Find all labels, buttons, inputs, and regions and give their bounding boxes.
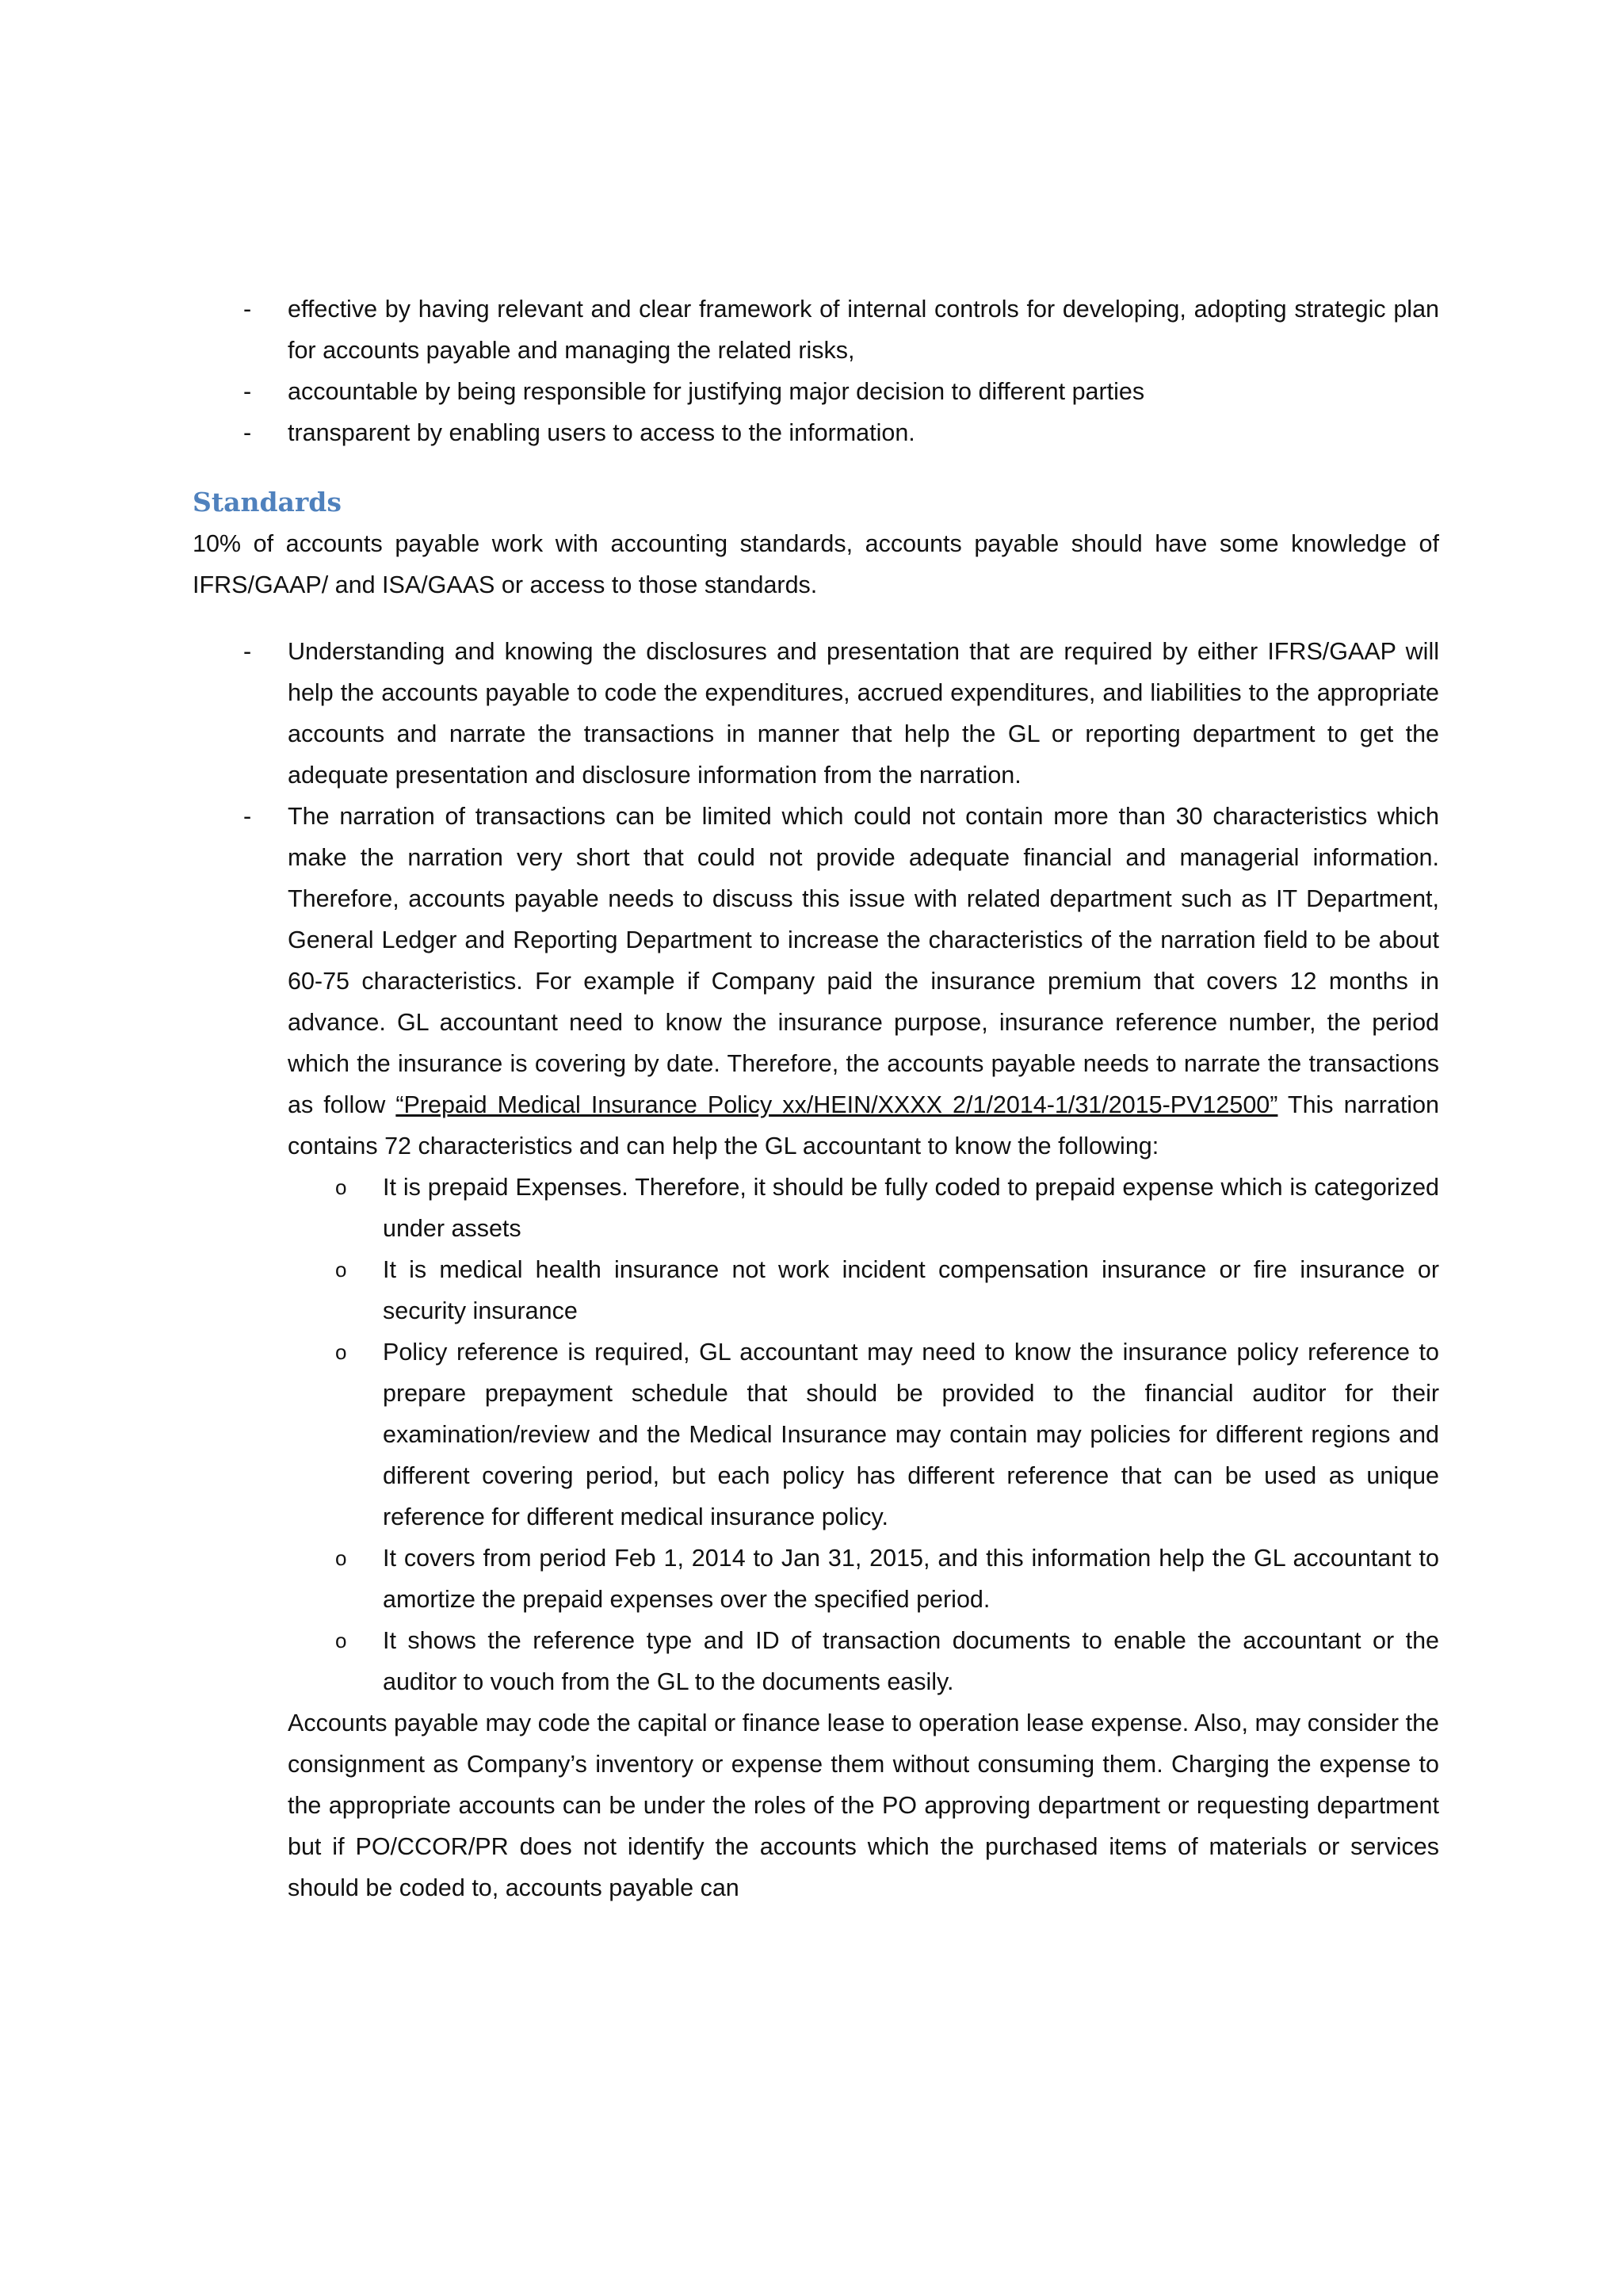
intro-bullet-list — [193, 288, 1439, 453]
sub-item-text: It is medical health insurance not work incident compensation insurance or fire insurance or security insurance — [383, 1256, 1439, 1324]
sub-item-reference — [288, 1620, 1439, 1702]
section-heading-standards: Standards — [193, 487, 342, 518]
circle-marker: o — [335, 1340, 347, 1364]
intro-bullet-accountable — [193, 371, 1439, 412]
circle-marker: o — [335, 1546, 347, 1570]
sub-item-text: Policy reference is required, GL accountant may need to know the insurance policy reference to prepare prepayment schedule that should be provided to the financial auditor for their examination/review and the Medical Insurance may contain may policies for different regions and different covering period, but each policy has different reference that can be used as unique reference for different medical insurance policy. — [383, 1339, 1439, 1530]
sub-item-text: It covers from period Feb 1, 2014 to Jan 31, 2015, and this information help the GL accountant to amortize the prepaid expenses over the specified period. — [383, 1545, 1439, 1613]
closing-paragraph: Accounts payable may code the capital or finance lease to operation lease expense. Also, may consider the consignment as Company’s inventory or expense them without consuming them. Charging the expense to the appropriate accounts can be under the roles of the PO approving department or requesting department but if PO/CCOR/PR does not identify the accounts which the purchased items of materials or services should be coded to, accounts payable can — [288, 1710, 1439, 1901]
standards-bullet-disclosures — [193, 631, 1439, 796]
sub-item-text: It shows the reference type and ID of transaction documents to enable the accountant or the auditor to vouch from the GL to the documents easily. — [383, 1627, 1439, 1695]
paragraph-spacer — [193, 606, 1439, 631]
circle-marker: o — [335, 1175, 347, 1199]
intro-bullet-effective — [193, 288, 1439, 371]
dash-marker: - — [243, 296, 252, 323]
bullet-text: Understanding and knowing the disclosures and presentation that are required by either IFRS/GAAP will help the accounts payable to code the expenditures, accrued expenditures, and liabilities to the appropriate accounts and narrate the transactions in manner that help the GL or reporting department to get the adequate presentation and disclosure information from the narration. — [288, 638, 1439, 789]
dash-marker: - — [243, 638, 252, 665]
sub-item-policy — [288, 1331, 1439, 1538]
dash-marker: - — [243, 419, 252, 446]
standards-intro-paragraph: 10% of accounts payable work with accounting standards, accounts payable should have some knowledge of IFRS/GAAP/ and ISA/GAAS or access to those standards. — [193, 530, 1439, 598]
bullet-text-before: The narration of transactions can be limited which could not contain more than 30 characteristics which make the narration very short that could not provide adequate financial and managerial information. Therefore, accounts payable needs to discuss this issue with related department such as IT Department, General Ledger and Reporting Department to increase the characteristics of the narration field to be about 60-75 characteristics. For example if Company paid the insurance premium that covers 12 months in advance. GL accountant need to know the insurance purpose, insurance reference number, the period which the insurance is covering by date. Therefore, the accounts payable needs to narrate the transactions as follow — [288, 803, 1439, 1118]
bullet-text: transparent by enabling users to access to the information. — [288, 419, 915, 446]
dash-marker: - — [243, 803, 252, 830]
narration-example: “Prepaid Medical Insurance Policy xx/HEIN/XXXX 2/1/2014-1/31/2015-PV12500” — [395, 1091, 1278, 1118]
sub-item-medical — [288, 1249, 1439, 1331]
sub-item-text: It is prepaid Expenses. Therefore, it should be fully coded to prepaid expense which is categorized under assets — [383, 1174, 1439, 1242]
intro-bullet-transparent — [193, 412, 1439, 453]
bullet-text: accountable by being responsible for justifying major decision to different parties — [288, 378, 1145, 405]
dash-marker: - — [243, 378, 252, 405]
circle-marker: o — [335, 1258, 347, 1282]
circle-marker: o — [335, 1629, 347, 1652]
bullet-text-after: This narration contains 72 characteristics and can help the GL accountant to know the following: — [288, 1091, 1439, 1159]
sub-item-prepaid — [288, 1167, 1439, 1249]
document-page — [193, 288, 1439, 1908]
narration-sub-list — [193, 1167, 1439, 1702]
standards-bullet-list — [193, 631, 1439, 1167]
standards-bullet-narration — [193, 796, 1439, 1167]
sub-item-period — [288, 1538, 1439, 1620]
bullet-text: effective by having relevant and clear framework of internal controls for developing, adopting strategic plan for accounts payable and managing the related risks, — [288, 296, 1439, 364]
